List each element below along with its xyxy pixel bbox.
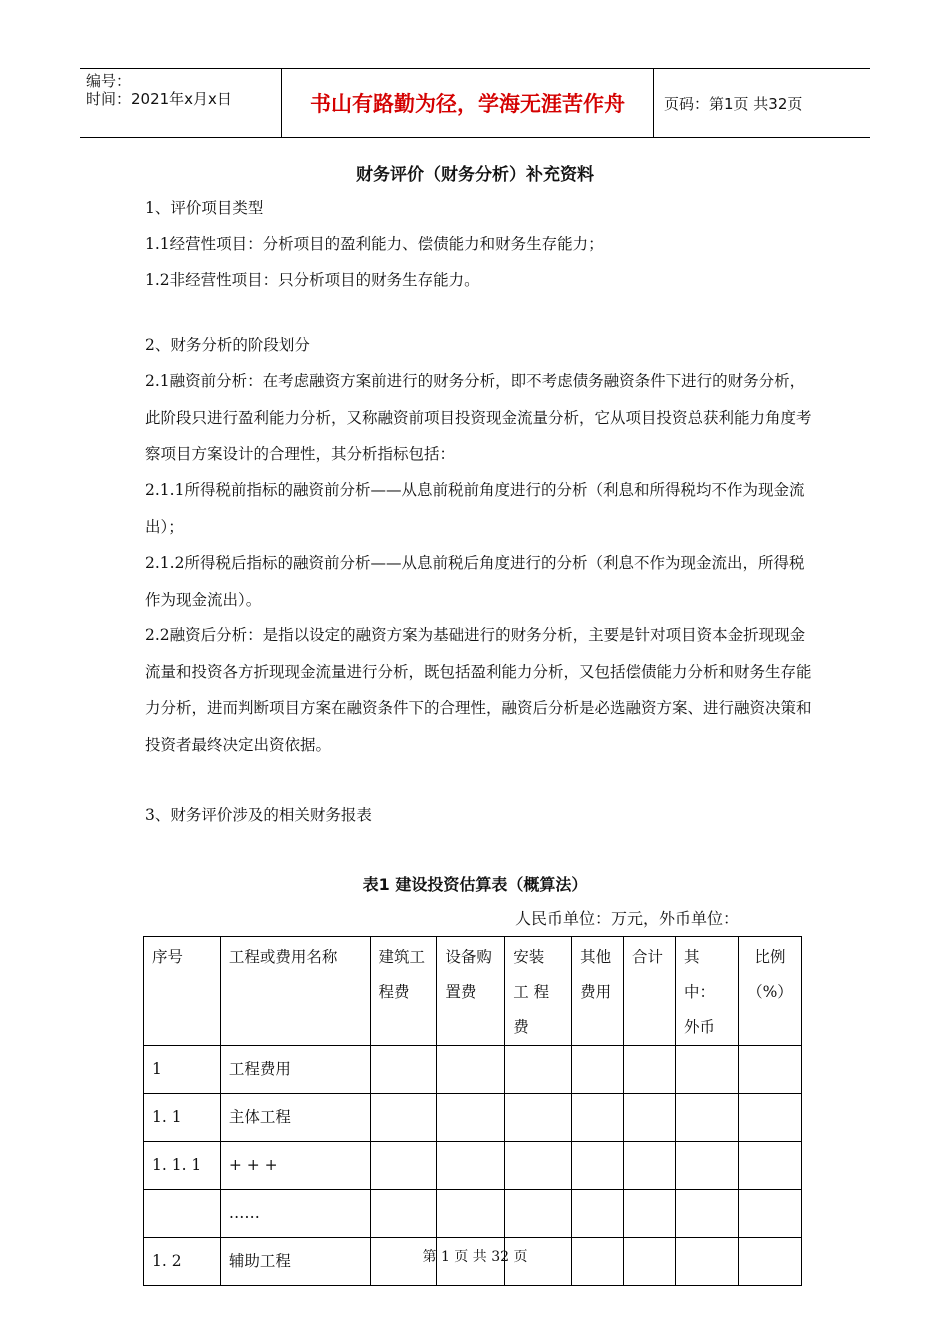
document-time-label: 时间：2021年x月x日 — [86, 90, 232, 108]
header-cell: 安装 工 程费 — [505, 937, 572, 1046]
header-cell: 建筑工程费 — [370, 937, 437, 1046]
header-cell: 合计 — [624, 937, 676, 1046]
table-cell: 辅助工程 — [220, 1238, 370, 1286]
page-header — [80, 68, 870, 138]
document-title: 财务评价（财务分析）补充资料 — [356, 165, 594, 185]
section-2-1-2-text: 2.1.2所得税后指标的融资前分析——从息前税后角度进行的分析（利息不作为现金流出，所得税作为现金流出）。 — [145, 554, 805, 609]
table-cell: 1. 1. 1 — [144, 1142, 221, 1190]
table-cell: 1. 2 — [144, 1238, 221, 1286]
header-page-label: 页码：第1页 共32页 — [664, 94, 803, 113]
section-1-2-text: 1.2非经营性项目：只分析项目的财务生存能力。 — [145, 271, 480, 289]
table-header-row — [144, 937, 802, 1046]
header-cell: 其中：外币 — [675, 937, 738, 1046]
table-row — [144, 1094, 802, 1142]
investment-estimate-table — [143, 936, 802, 1286]
section-2-1-text: 2.1融资前分析：在考虑融资方案前进行的财务分析，即不考虑债务融资条件下进行的财务分析，此阶段只进行盈利能力分析，又称融资前项目投资现金流量分析，它从项目投资总获利能力角度考察项目方案设计的合理性，其分析指标包括： — [145, 372, 812, 463]
table-cell: + + + — [220, 1142, 370, 1190]
section-3-heading: 3、财务评价涉及的相关财务报表 — [145, 806, 372, 824]
table-cell: …… — [220, 1190, 370, 1238]
section-1-heading: 1、评价项目类型 — [145, 199, 264, 217]
section-1-1-text: 1.1经营性项目：分析项目的盈利能力、偿债能力和财务生存能力； — [145, 235, 604, 253]
section-2-2-text: 2.2融资后分析：是指以设定的融资方案为基础进行的财务分析，主要是针对项目资本金折现现金流量和投资各方折现现金流量进行分析，既包括盈利能力分析，又包括偿债能力分析和财务生存能力分析，进而判断项目方案在融资条件下的合理性，融资后分析是必选融资方案、进行融资决策和投资者最终决定出资依据。 — [145, 626, 812, 754]
header-meta — [80, 69, 282, 137]
header-cell: 其他费用 — [572, 937, 624, 1046]
table-cell: 工程费用 — [220, 1046, 370, 1094]
table-row — [144, 1046, 802, 1094]
section-2-1-1-text: 2.1.1所得税前指标的融资前分析——从息前税前角度进行的分析（利息和所得税均不作为现金流出）； — [145, 481, 805, 536]
table-cell: 1 — [144, 1046, 221, 1094]
header-cell: 比例（%） — [738, 937, 801, 1046]
header-motto: 书山有路勤为径，学海无涯苦作舟 — [282, 69, 654, 137]
table-row — [144, 1190, 802, 1238]
header-cell: 设备购置费 — [437, 937, 505, 1046]
table-cell: 1. 1 — [144, 1094, 221, 1142]
document-number-label: 编号： — [86, 72, 132, 90]
table-cell: 主体工程 — [220, 1094, 370, 1142]
table-title: 表1 建设投资估算表（概算法） — [362, 875, 588, 894]
header-cell: 工程或费用名称 — [220, 937, 370, 1046]
table-cell — [144, 1190, 221, 1238]
table-row — [144, 1142, 802, 1190]
section-2-heading: 2、财务分析的阶段划分 — [145, 336, 310, 354]
page-footer: 第 1 页 共 32 页 — [422, 1249, 528, 1265]
table-unit-note: 人民币单位：万元，外币单位： — [515, 909, 740, 928]
header-cell: 序号 — [144, 937, 221, 1046]
